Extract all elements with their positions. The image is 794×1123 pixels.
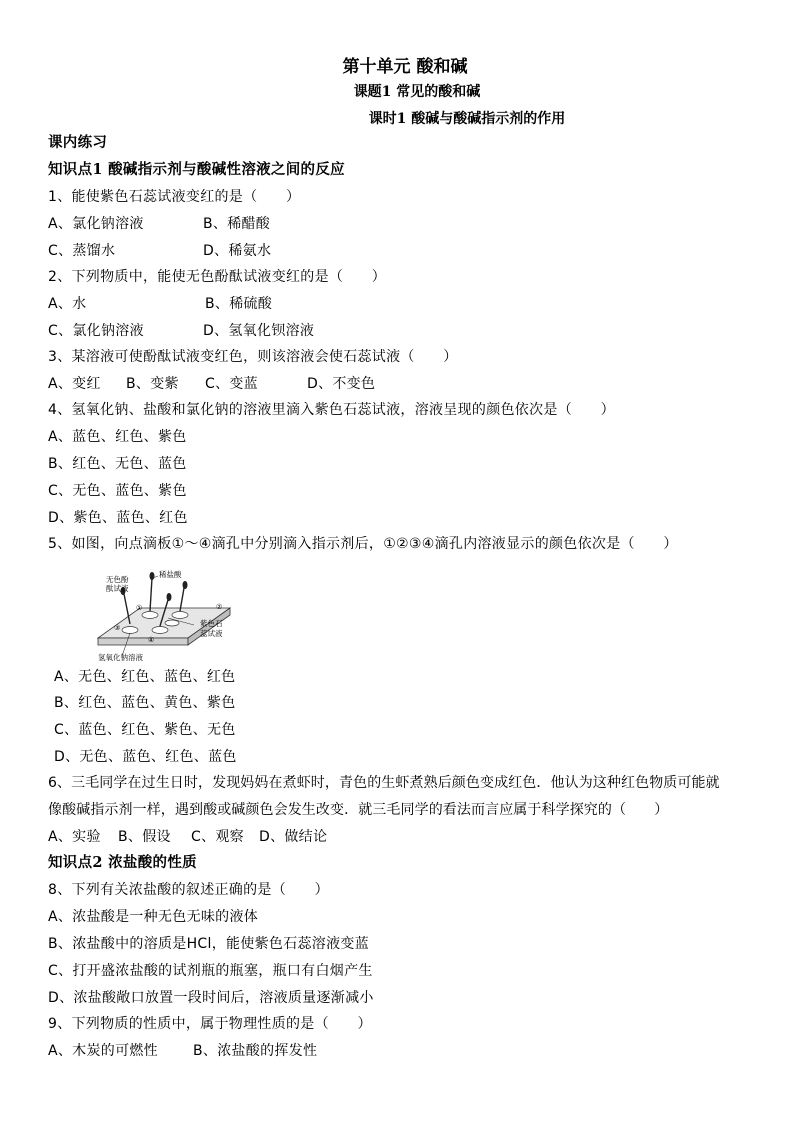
question-4-option-a: A、蓝色、红色、紫色	[48, 429, 187, 445]
question-4-option-b: B、红色、无色、蓝色	[48, 456, 187, 472]
question-9-option-b: B、浓盐酸的挥发性	[193, 1043, 318, 1059]
label-hcl: 稀盐酸	[159, 570, 182, 579]
question-8-stem: 8、下列有关浓盐酸的叙述正确的是（ ）	[48, 882, 329, 898]
topic-title: 课题1 常见的酸和碱	[353, 84, 481, 100]
label-phenol: 无色酚	[106, 575, 129, 584]
question-4-stem: 4、氢氧化钠、盐酸和氯化钠的溶液里滴入紫色石蕊试液，溶液呈现的颜色依次是（ ）	[48, 402, 615, 418]
question-4-option-d: D、紫色、蓝色、红色	[48, 510, 188, 526]
well-3	[122, 627, 138, 634]
question-2-option-d: D、氢氧化钡溶液	[203, 323, 315, 339]
dropper-bulb-2	[150, 572, 155, 580]
label-litmus: 紫色石	[200, 619, 223, 628]
dropper-bulb-3	[183, 581, 188, 589]
question-6-option-b: B、假设	[118, 829, 171, 845]
dropper-bulb-4	[167, 593, 172, 601]
spot-plate-figure	[92, 568, 242, 668]
well-2	[172, 612, 188, 619]
question-9-stem: 9、下列物质的性质中，属于物理性质的是（ ）	[48, 1016, 372, 1032]
dropper-hcl-a	[150, 578, 152, 611]
question-5-option-c: C、蓝色、红色、紫色、无色	[54, 722, 236, 738]
question-2-option-b: B、稀硫酸	[205, 296, 273, 312]
question-3-stem: 3、某溶液可使酚酞试液变红色，则该溶液会使石蕊试液（ ）	[48, 349, 458, 365]
question-6-stem-line-1: 6、三毛同学在过生日时，发现妈妈在煮虾时，青色的生虾煮熟后颜色变成红色．他认为这种红色物质可能就	[48, 775, 720, 791]
question-5-option-b: B、红色、蓝色、黄色、紫色	[54, 695, 236, 711]
well-number-3: ③	[114, 624, 121, 632]
well-number-2: ②	[216, 603, 223, 611]
question-3-option-a: A、变红	[48, 376, 101, 392]
question-2-stem: 2、下列物质中，能使无色酚酞试液变红的是（ ）	[48, 269, 387, 285]
question-5-option-a: A、无色、红色、蓝色、红色	[54, 669, 236, 685]
question-5-option-d: D、无色、蓝色、红色、蓝色	[54, 749, 237, 765]
question-2-option-c: C、氯化钠溶液	[48, 323, 144, 339]
dropper-hcl-b	[180, 588, 184, 611]
question-8-option-b: B、浓盐酸中的溶质是HCl，能使紫色石蕊溶液变蓝	[48, 936, 369, 952]
question-5-stem: 5、如图，向点滴板①～④滴孔中分别滴入指示剂后，①②③④滴孔内溶液显示的颜色依次是（ ）	[48, 536, 678, 552]
question-8-option-d: D、浓盐酸敞口放置一段时间后，溶液质量逐渐减小	[48, 990, 374, 1006]
question-3-option-d: D、不变色	[307, 376, 376, 392]
knowledge-point-2-title: 知识点2 浓盐酸的性质	[48, 854, 197, 871]
label-litmus-2: 蕊试液	[200, 629, 223, 638]
question-2-option-a: A、水	[48, 296, 87, 312]
well-number-4: ④	[148, 636, 155, 644]
question-6-stem-line-2: 像酸碱指示剂一样，遇到酸或碱颜色会发生改变．就三毛同学的看法而言应属于科学探究的（ ）	[48, 802, 669, 818]
knowledge-point-1-title: 知识点1 酸碱指示剂与酸碱性溶液之间的反应	[48, 161, 345, 178]
question-1-option-b: B、稀醋酸	[203, 216, 271, 232]
well-1	[142, 612, 158, 619]
question-6-option-a: A、实验	[48, 829, 101, 845]
lesson-title: 课时1 酸碱与酸碱指示剂的作用	[368, 111, 566, 127]
unit-title: 第十单元 酸和碱	[342, 57, 468, 77]
question-1-option-c: C、蒸馏水	[48, 243, 116, 259]
well-extra	[165, 620, 179, 626]
question-4-option-c: C、无色、蓝色、紫色	[48, 483, 187, 499]
question-6-option-d: D、做结论	[259, 829, 328, 845]
question-3-option-c: C、变蓝	[205, 376, 258, 392]
question-3-option-b: B、变紫	[126, 376, 179, 392]
plate-front	[98, 638, 188, 645]
section-label: 课内练习	[48, 134, 108, 151]
well-4	[152, 627, 168, 634]
question-1-option-a: A、氯化钠溶液	[48, 216, 144, 232]
question-8-option-a: A、浓盐酸是一种无色无味的液体	[48, 909, 259, 925]
question-8-option-c: C、打开盛浓盐酸的试剂瓶的瓶塞，瓶口有白烟产生	[48, 963, 373, 979]
label-phenol-2: 酞试液	[106, 584, 129, 593]
well-number-1: ①	[136, 604, 143, 612]
question-1-option-d: D、稀氨水	[203, 243, 272, 259]
question-6-option-c: C、观察	[191, 829, 244, 845]
label-naoh: 氢氧化钠溶液	[98, 653, 143, 662]
question-9-option-a: A、木炭的可燃性	[48, 1043, 158, 1059]
question-1-stem: 1、能使紫色石蕊试液变红的是（ ）	[48, 189, 301, 205]
